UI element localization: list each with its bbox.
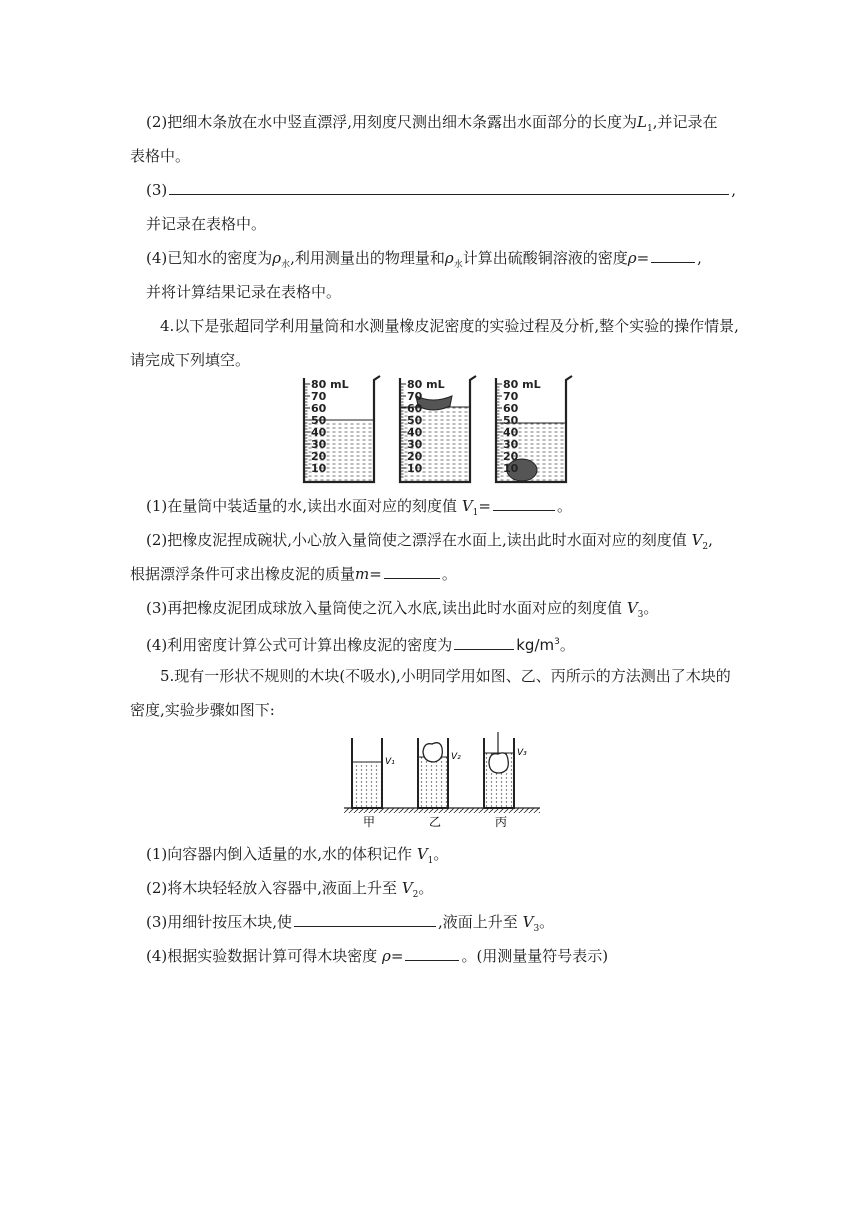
q5-intro-line1 [160,666,731,686]
answer-blank[interactable] [454,635,514,650]
label-yi: 乙 [429,815,442,829]
q4-intro-line2 [130,350,250,370]
rho-symbol: ρ [272,249,282,267]
equals: = [369,565,382,583]
var-V: V [691,531,703,549]
q4-step3-text: (3)再把橡皮泥团成球放入量筒使之沉入水底,读出此时水面对应的刻度值 [146,599,623,617]
q4-step2-text-c: 根据漂浮条件可求出橡皮泥的质量 [130,565,356,583]
var-sub: 2 [702,542,709,552]
equals: = [636,249,650,267]
period: 。 [539,913,555,931]
scale-label: 10 [311,462,327,475]
label-v1: V₁ [385,757,395,767]
q4-step2-text: (2)把橡皮泥捏成碗状,小心放入量筒使之漂浮在水面上,读出此时水面对应的刻度值 [146,531,687,549]
wood-block [423,743,442,762]
var-L-sub: 1 [647,124,653,134]
scale-label: 20 [503,450,519,463]
scale-label: 20 [407,450,423,463]
container-yi [418,738,461,808]
q5-step2 [146,878,433,905]
q3-step4-text-c: 计算出硫酸铜溶液的密度 [462,249,628,267]
answer-blank[interactable] [294,912,436,927]
wood-block [489,753,508,773]
scale-label: 80 mL [311,378,349,391]
label-bing: 丙 [495,815,508,829]
q3-step2-line2 [130,146,190,166]
q5-step2-text: (2)将木块轻轻放入容器中,液面上升至 [146,879,398,897]
answer-blank[interactable] [384,564,440,579]
var-sub: 3 [533,924,540,934]
q4-step4-text: (4)利用密度计算公式可计算出橡皮泥的密度为 [146,636,453,654]
cylinder-1 [304,376,380,482]
scale-label: 70 [311,390,327,403]
rho-symbol: ρ [627,249,637,267]
var-sub: 2 [412,890,419,900]
scale-label: 60 [311,402,327,415]
var-V: V [416,845,428,863]
q3-step2-text-c: 表格中。 [130,147,191,165]
q4-step2-line1 [146,530,713,557]
equals: = [390,947,404,965]
var-sub: 1 [427,856,434,866]
container-bing [484,732,527,808]
comma: , [708,531,713,549]
equals: = [478,497,491,515]
var-V: V [461,497,473,515]
var-V: V [626,599,638,617]
container-jia [352,738,395,808]
period: 。 [418,879,434,897]
q5-intro-b: 密度,实验步骤如图下: [130,701,275,719]
rho-water-sub: 水 [281,260,291,270]
q3-step2-line1 [146,112,718,139]
scale-label: 50 [407,414,423,427]
scale-label: 10 [407,462,423,475]
label-v3: V₃ [517,748,527,758]
q3-step4-line2 [146,282,341,302]
q5-step3-text-b: ,液面上升至 [438,913,518,931]
var-sub: 3 [637,610,644,620]
q3-step3-line2 [146,214,266,234]
q5-step3 [146,912,554,939]
var-m: m [355,565,370,583]
q3-step4-text-a: (4)已知水的密度为 [146,249,273,267]
scale-label: 30 [311,438,327,451]
q3-step4-text-b: ,利用测量出的物理量和 [290,249,445,267]
q3-step3-text-b: 并记录在表格中。 [146,215,267,233]
measuring-cylinders-figure [296,374,582,490]
scale-label: 30 [503,438,519,451]
unit-sup: 3 [554,637,560,647]
q5-intro-line2 [130,700,275,720]
q4-step1-text: (1)在量筒中装适量的水,读出水面对应的刻度值 [146,497,458,515]
q3-step3-line1 [146,180,736,200]
q4-step3 [146,598,658,625]
q4-step2-line2 [130,564,457,584]
q3-step4-line1 [146,248,702,275]
q3-step3-end: , [731,181,737,199]
scale-label: 30 [407,438,423,451]
var-V: V [401,879,413,897]
answer-blank[interactable] [651,248,695,263]
rho-symbol: ρ [444,249,454,267]
q3-step2-text-b: ,并记录在 [652,113,718,131]
q5-intro-a: 5.现有一形状不规则的木块(不吸水),小明同学用如图、乙、丙所示的方法测出了木块的 [160,667,731,685]
scale-label: 70 [407,390,423,403]
scale-label: 70 [503,390,519,403]
q5-step1 [146,844,448,871]
scale-label: 40 [503,426,519,439]
var-sub: 1 [472,508,479,518]
scale-label: 40 [311,426,327,439]
q3-step4-text-f: 并将计算结果记录在表格中。 [146,283,342,301]
var-L: L [637,113,647,131]
cylinder-3 [496,376,572,482]
scale-label: 20 [311,450,327,463]
answer-blank[interactable] [493,496,555,511]
comma: , [697,249,702,267]
period: 。 [643,599,659,617]
wood-block-figure [340,732,544,830]
q4-step4 [146,632,575,655]
rho-symbol: ρ [382,947,391,965]
q5-step4 [146,946,608,966]
scale-label: 80 mL [407,378,445,391]
rho-water-sub: 水 [453,260,463,270]
q3-step3-label: (3) [146,181,168,199]
scale-label: 40 [407,426,423,439]
q4-intro-b: 请完成下列填空。 [130,351,251,369]
q5-step1-text: (1)向容器内倒入适量的水,水的体积记作 [146,845,413,863]
period: 。 [556,497,572,515]
scale-label: 60 [503,402,519,415]
q4-step1 [146,496,572,523]
scale-label: 50 [311,414,327,427]
answer-blank[interactable] [169,180,729,195]
scale-label: 50 [503,414,519,427]
unit-kg-m3: kg/m [516,636,555,654]
scale-label: 60 [407,402,423,415]
q5-step4-text-c: 。(用测量量符号表示) [461,947,609,965]
label-jia: 甲 [363,815,376,829]
q4-intro-line1 [160,316,739,336]
period: 。 [559,636,575,654]
answer-blank[interactable] [405,946,459,961]
q5-step4-text: (4)根据实验数据计算可得木块密度 [146,947,378,965]
cylinder-2 [400,376,476,482]
scale-label: 10 [503,462,519,475]
period: 。 [433,845,449,863]
scale-label: 80 mL [503,378,541,391]
period: 。 [441,565,457,583]
ground [344,808,540,813]
label-v2: V₂ [451,752,461,762]
q3-step2-text: (2)把细木条放在水中竖直漂浮,用刻度尺测出细木条露出水面部分的长度为 [146,113,638,131]
var-V: V [522,913,534,931]
q4-intro-a: 4.以下是张超同学利用量筒和水测量橡皮泥密度的实验过程及分析,整个实验的操作情景, [160,317,739,335]
q5-step3-text: (3)用细针按压木块,使 [146,913,293,931]
